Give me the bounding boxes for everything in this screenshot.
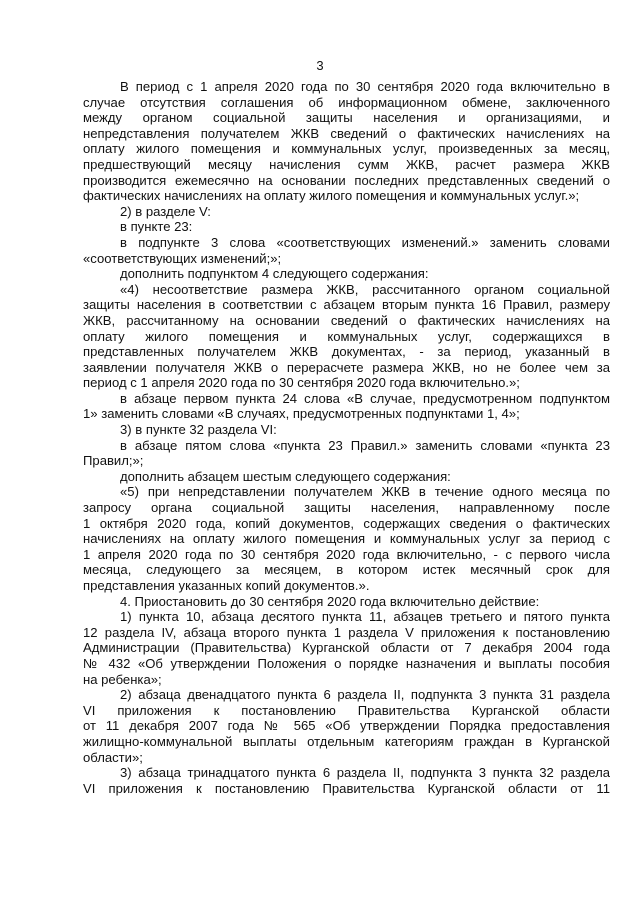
text-line: запросу органа социальной защиты населения, направленному после [83,500,610,516]
text-line: «соответствующих изменений;»; [83,250,282,266]
text-line: жилищно-коммунальной выплаты отдельным категориям граждан в Курганской [83,733,610,749]
document-body [83,79,610,796]
text-line: «4) несоответствие размера ЖКВ, рассчитанного органом социальной [120,281,610,297]
text-line: № 432 «Об утверждении Положения о порядке назначения и выплаты пособия [83,655,610,671]
text-line: дополнить абзацем шестым следующего содержания: [120,468,451,484]
text-line: 1» заменить словами «В случаях, предусмотренных подпунктами 1, 4»; [83,406,520,422]
text-line: ЖКВ, рассчитанному на основании сведений о фактических начислениях на [83,312,610,328]
paragraph [83,438,610,469]
page-number: 3 [316,58,324,73]
paragraph [83,469,610,485]
text-line: в абзаце первом пункта 24 слова «В случае, предусмотренном подпунктом [120,390,610,406]
text-line: 12 раздела IV, абзаца второго пункта 1 раздела V приложения к постановлению [83,624,610,640]
text-line: 2) в разделе V: [120,203,211,219]
paragraph [83,204,610,220]
text-line: представления указанных копий документов.». [83,578,370,593]
paragraph [83,219,610,235]
text-line: месяца, следующего за месяцем, в котором истек месячный срок для [83,562,610,578]
text-line: дополнить подпунктом 4 следующего содержания: [120,266,429,282]
text-line: 1 октября 2020 года, копий документов, содержащих сведения о фактических [83,515,610,531]
text-line: представленных получателем ЖКВ документах, - за период, указанный в [83,344,610,360]
text-line: начислениях на оплату жилого помещения и коммунальных услуг за период с [83,531,610,547]
text-line: период с 1 апреля 2020 года по 30 сентября 2020 года включительно.»; [83,375,520,391]
text-line: на ребенка»; [83,671,162,687]
text-line: от 11 декабря 2007 года № 565 «Об утверждении Порядка предоставления [83,718,610,734]
text-line: фактических начислениях на оплату жилого помещения и коммунальных услуг.»; [83,188,580,204]
text-line: «5) при непредставлении получателем ЖКВ в течение одного месяца по [120,484,610,500]
text-line: 4. Приостановить до 30 сентября 2020 года включительно действие: [120,593,540,609]
text-line: 1) пункта 10, абзаца десятого пункта 11, абзацев третьего и пятого пункта [120,609,610,625]
text-line: Правил;»; [83,453,144,469]
text-line: производится ежемесячно на основании последних представленных сведений о [83,172,610,188]
text-line: 3) в пункте 32 раздела VI: [120,422,277,438]
text-line: в пункте 23: [120,219,193,235]
paragraph [83,687,610,765]
paragraph [83,609,610,687]
text-line: заявлении получателя ЖКВ о перерасчете размера ЖКВ, но не более чем за [83,359,610,375]
paragraph [83,266,610,282]
text-line: VI приложения к постановлению Правительства Курганской области [83,702,610,718]
text-line: случае отсутствия соглашения об информационном обмене, заключенного [83,94,610,110]
text-line: области»; [83,749,143,765]
paragraph [83,594,610,610]
text-line: предшествующий месяцу начисления сумм ЖКВ, расчет размера ЖКВ [83,156,610,172]
paragraph [83,422,610,438]
text-line: VI приложения к постановлению Правительства Курганской области от 11 [83,780,610,796]
paragraph [83,282,610,391]
text-line: защиты населения в соответствии с абзацем вторым пункта 16 Правил, размеру [83,297,610,313]
paragraph [83,235,610,266]
text-line: непредставления получателем ЖКВ сведений о фактических начислениях на [83,125,610,141]
paragraph [83,391,610,422]
paragraph [83,484,610,593]
text-line: Администрации (Правительства) Курганской области от 7 декабря 2004 года [83,640,610,656]
paragraph [83,765,610,796]
text-line: 3) абзаца тринадцатого пункта 6 раздела II, подпункта 3 пункта 32 раздела [120,765,610,781]
text-line: В период с 1 апреля 2020 года по 30 сентября 2020 года включительно в [120,79,610,94]
text-line: между органом социальной защиты населения и организациями, и [83,110,610,126]
text-line: оплату жилого помещения и коммунальных услуг, содержащихся в [83,328,610,344]
text-line: 1 апреля 2020 года по 30 сентября 2020 года включительно, - с первого числа [83,546,610,562]
text-line: оплату жилого помещения и коммунальных услуг, произведенных за месяц, [83,141,610,157]
text-line: 2) абзаца двенадцатого пункта 6 раздела II, подпункта 3 пункта 31 раздела [120,687,610,703]
paragraph [83,79,610,204]
text-line: в абзаце пятом слова «пункта 23 Правил.» заменить словами «пункта 23 [120,437,610,453]
text-line: в подпункте 3 слова «соответствующих изменений.» заменить словами [120,234,610,250]
